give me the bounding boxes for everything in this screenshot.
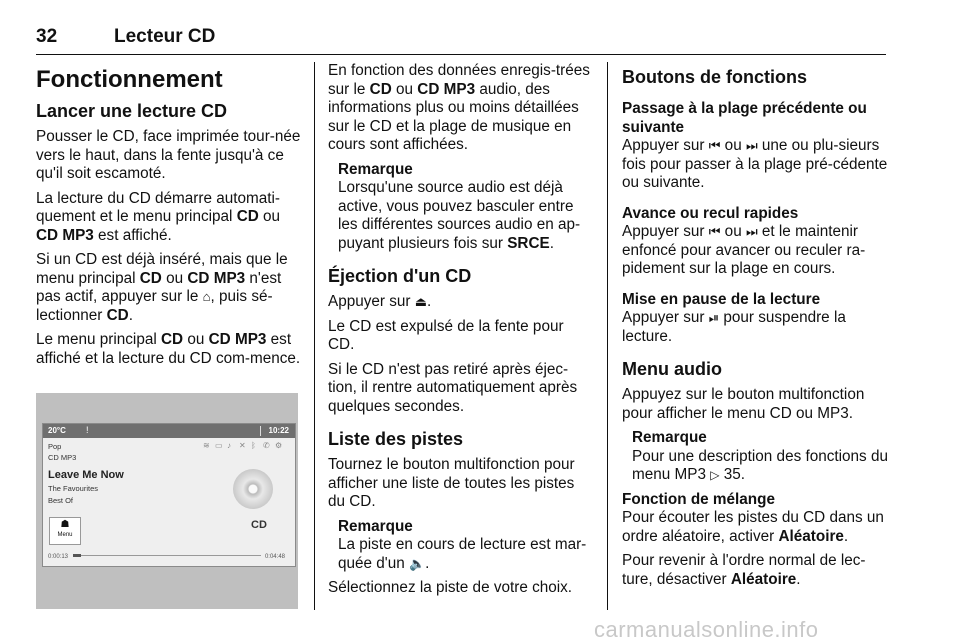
column-divider (314, 62, 315, 610)
paragraph: Appuyer sur ⏮ ou ⏭ et le maintenir enfoncé pour avancer ou reculer ra-pidement sur la plage en cours. (622, 223, 866, 277)
paragraph: Appuyer sur ⏯ pour suspendre la lecture. (622, 309, 846, 345)
column-divider (607, 62, 608, 610)
page-number: 32 (36, 26, 58, 47)
paragraph: Appuyer sur ⏮ ou ⏭ une ou plu-sieurs fois pour passer à la plage pré-cédente ou suivante. (622, 137, 888, 191)
cd-player-screenshot (36, 393, 298, 609)
note: Remarque Pour une description des fonctions du menu MP3 ▷ 35. (632, 429, 890, 485)
topic-heading: Avance ou recul rapides (622, 204, 799, 222)
status-bar (43, 424, 295, 438)
subsection-heading: Boutons de fonctions (622, 67, 807, 87)
battery-icon: ▭ (215, 441, 223, 450)
display-screen (42, 423, 296, 567)
total-time: 0:04:48 (264, 554, 285, 560)
menu-button[interactable] (49, 517, 81, 545)
album-title: The Favourites (48, 484, 99, 493)
section-heading: Fonctionnement (36, 66, 223, 93)
next-track-icon: ⏭ (745, 138, 758, 153)
paragraph: Si le CD n'est pas retiré après éjec-tion, il rentre automatiquement après quelques secondes. (328, 360, 578, 415)
progress-fill (73, 554, 81, 557)
paragraph: Sélectionnez la piste de votre choix. (328, 579, 573, 596)
chapter-title: Lecteur CD (114, 26, 216, 47)
subsection-heading: Éjection d'un CD (328, 266, 472, 286)
paragraph: Le CD est expulsé de la fente pour CD. (328, 317, 564, 353)
paragraph: Pousser le CD, face imprimée tour-née vers le haut, dans la fente jusqu'à ce qu'il soit escamoté. (36, 128, 301, 182)
paragraph: Appuyez sur le bouton multifonction pour afficher le menu CD ou MP3. (622, 386, 865, 422)
page-reference-icon: ▷ (710, 468, 720, 482)
note: Remarque La piste en cours de lecture est mar-quée d'un 🔈. (338, 518, 594, 574)
paragraph: La lecture du CD démarre automati-quement et le menu principal CD ou CD MP3 est affiché. (36, 189, 281, 244)
track-title: Leave Me Now (48, 469, 124, 481)
divider (260, 426, 261, 436)
paragraph: Tournez le bouton multifonction pour afficher une liste de toutes les pistes du CD. (328, 456, 575, 510)
page-header (36, 26, 886, 55)
volume-icon: ♪ (227, 441, 231, 450)
phone-icon: ✆ (263, 441, 270, 450)
subsection-heading: Menu audio (622, 359, 722, 379)
note-title: Remarque (338, 517, 413, 535)
paragraph: Pour écouter les pistes du CD dans un ordre aléatoire, activer Aléatoire. (622, 509, 884, 545)
column-3 (622, 62, 890, 595)
cd-icon (233, 469, 273, 509)
topic-heading: Passage à la plage précédente ou suivante (622, 100, 867, 136)
column-2 (328, 62, 594, 604)
paragraph: Pour revenir à l'ordre normal de lec-ture, désactiver Aléatoire. (622, 552, 866, 588)
subsection-heading: Liste des pistes (328, 429, 464, 449)
menu-label: Menu (57, 532, 73, 538)
paragraph: Si un CD est déjà inséré, mais que le menu principal CD ou CD MP3 n'est pas actif, appuyer sur le ⌂, puis sé-lectionner CD. (36, 251, 288, 324)
menu-icon: ☗ (60, 519, 70, 530)
source-type: CD MP3 (48, 453, 77, 462)
bluetooth-icon: ᛒ (251, 441, 256, 450)
elapsed-time: 0:00:13 (48, 554, 69, 560)
paragraph: En fonction des données enregis-trées sur le CD ou CD MP3 audio, des informations plus ou moins détaillées sur le CD et la plage de musique en cours sont affichées. (328, 62, 590, 153)
next-track-icon: ⏭ (745, 224, 758, 239)
note-title: Remarque (338, 160, 413, 178)
topic-heading: Fonction de mélange (622, 490, 775, 508)
speaker-icon: 🔈 (408, 555, 426, 571)
note: Remarque Lorsqu'une source audio est déjà active, vous pouvez basculer entre les différentes sources audio en ap-puyant plusieurs fois sur SRCE. (338, 161, 594, 254)
paragraph: Le menu principal CD ou CD MP3 est affiché et la lecture du CD com-mence. (36, 331, 301, 367)
shuffle-icon: ✕ (239, 441, 246, 450)
play-pause-icon: ⏯ (708, 310, 720, 325)
subsection-heading: Lancer une lecture CD (36, 101, 228, 121)
clock: 10:22 (268, 426, 289, 435)
topic-heading: Mise en pause de la lecture (622, 290, 821, 308)
column-1 (36, 62, 302, 374)
eject-icon: ⏏ (414, 294, 428, 309)
wifi-icon: ≋ (203, 441, 210, 450)
temperature: 20°C (48, 426, 66, 435)
previous-track-icon: ⏮ (708, 138, 721, 153)
cd-label: CD (251, 519, 267, 531)
note-title: Remarque (632, 429, 707, 446)
home-icon: ⌂ (202, 289, 211, 304)
paragraph: Appuyer sur ⏏. (328, 293, 432, 310)
progress-bar[interactable] (73, 555, 261, 556)
artist-name: Best Of (48, 496, 74, 505)
source-label: Pop (48, 442, 62, 451)
settings-icon: ⚙ (275, 441, 283, 450)
alert-icon: ! (86, 425, 89, 435)
watermark: carmanualsonline.info (594, 617, 819, 642)
previous-track-icon: ⏮ (708, 224, 721, 239)
